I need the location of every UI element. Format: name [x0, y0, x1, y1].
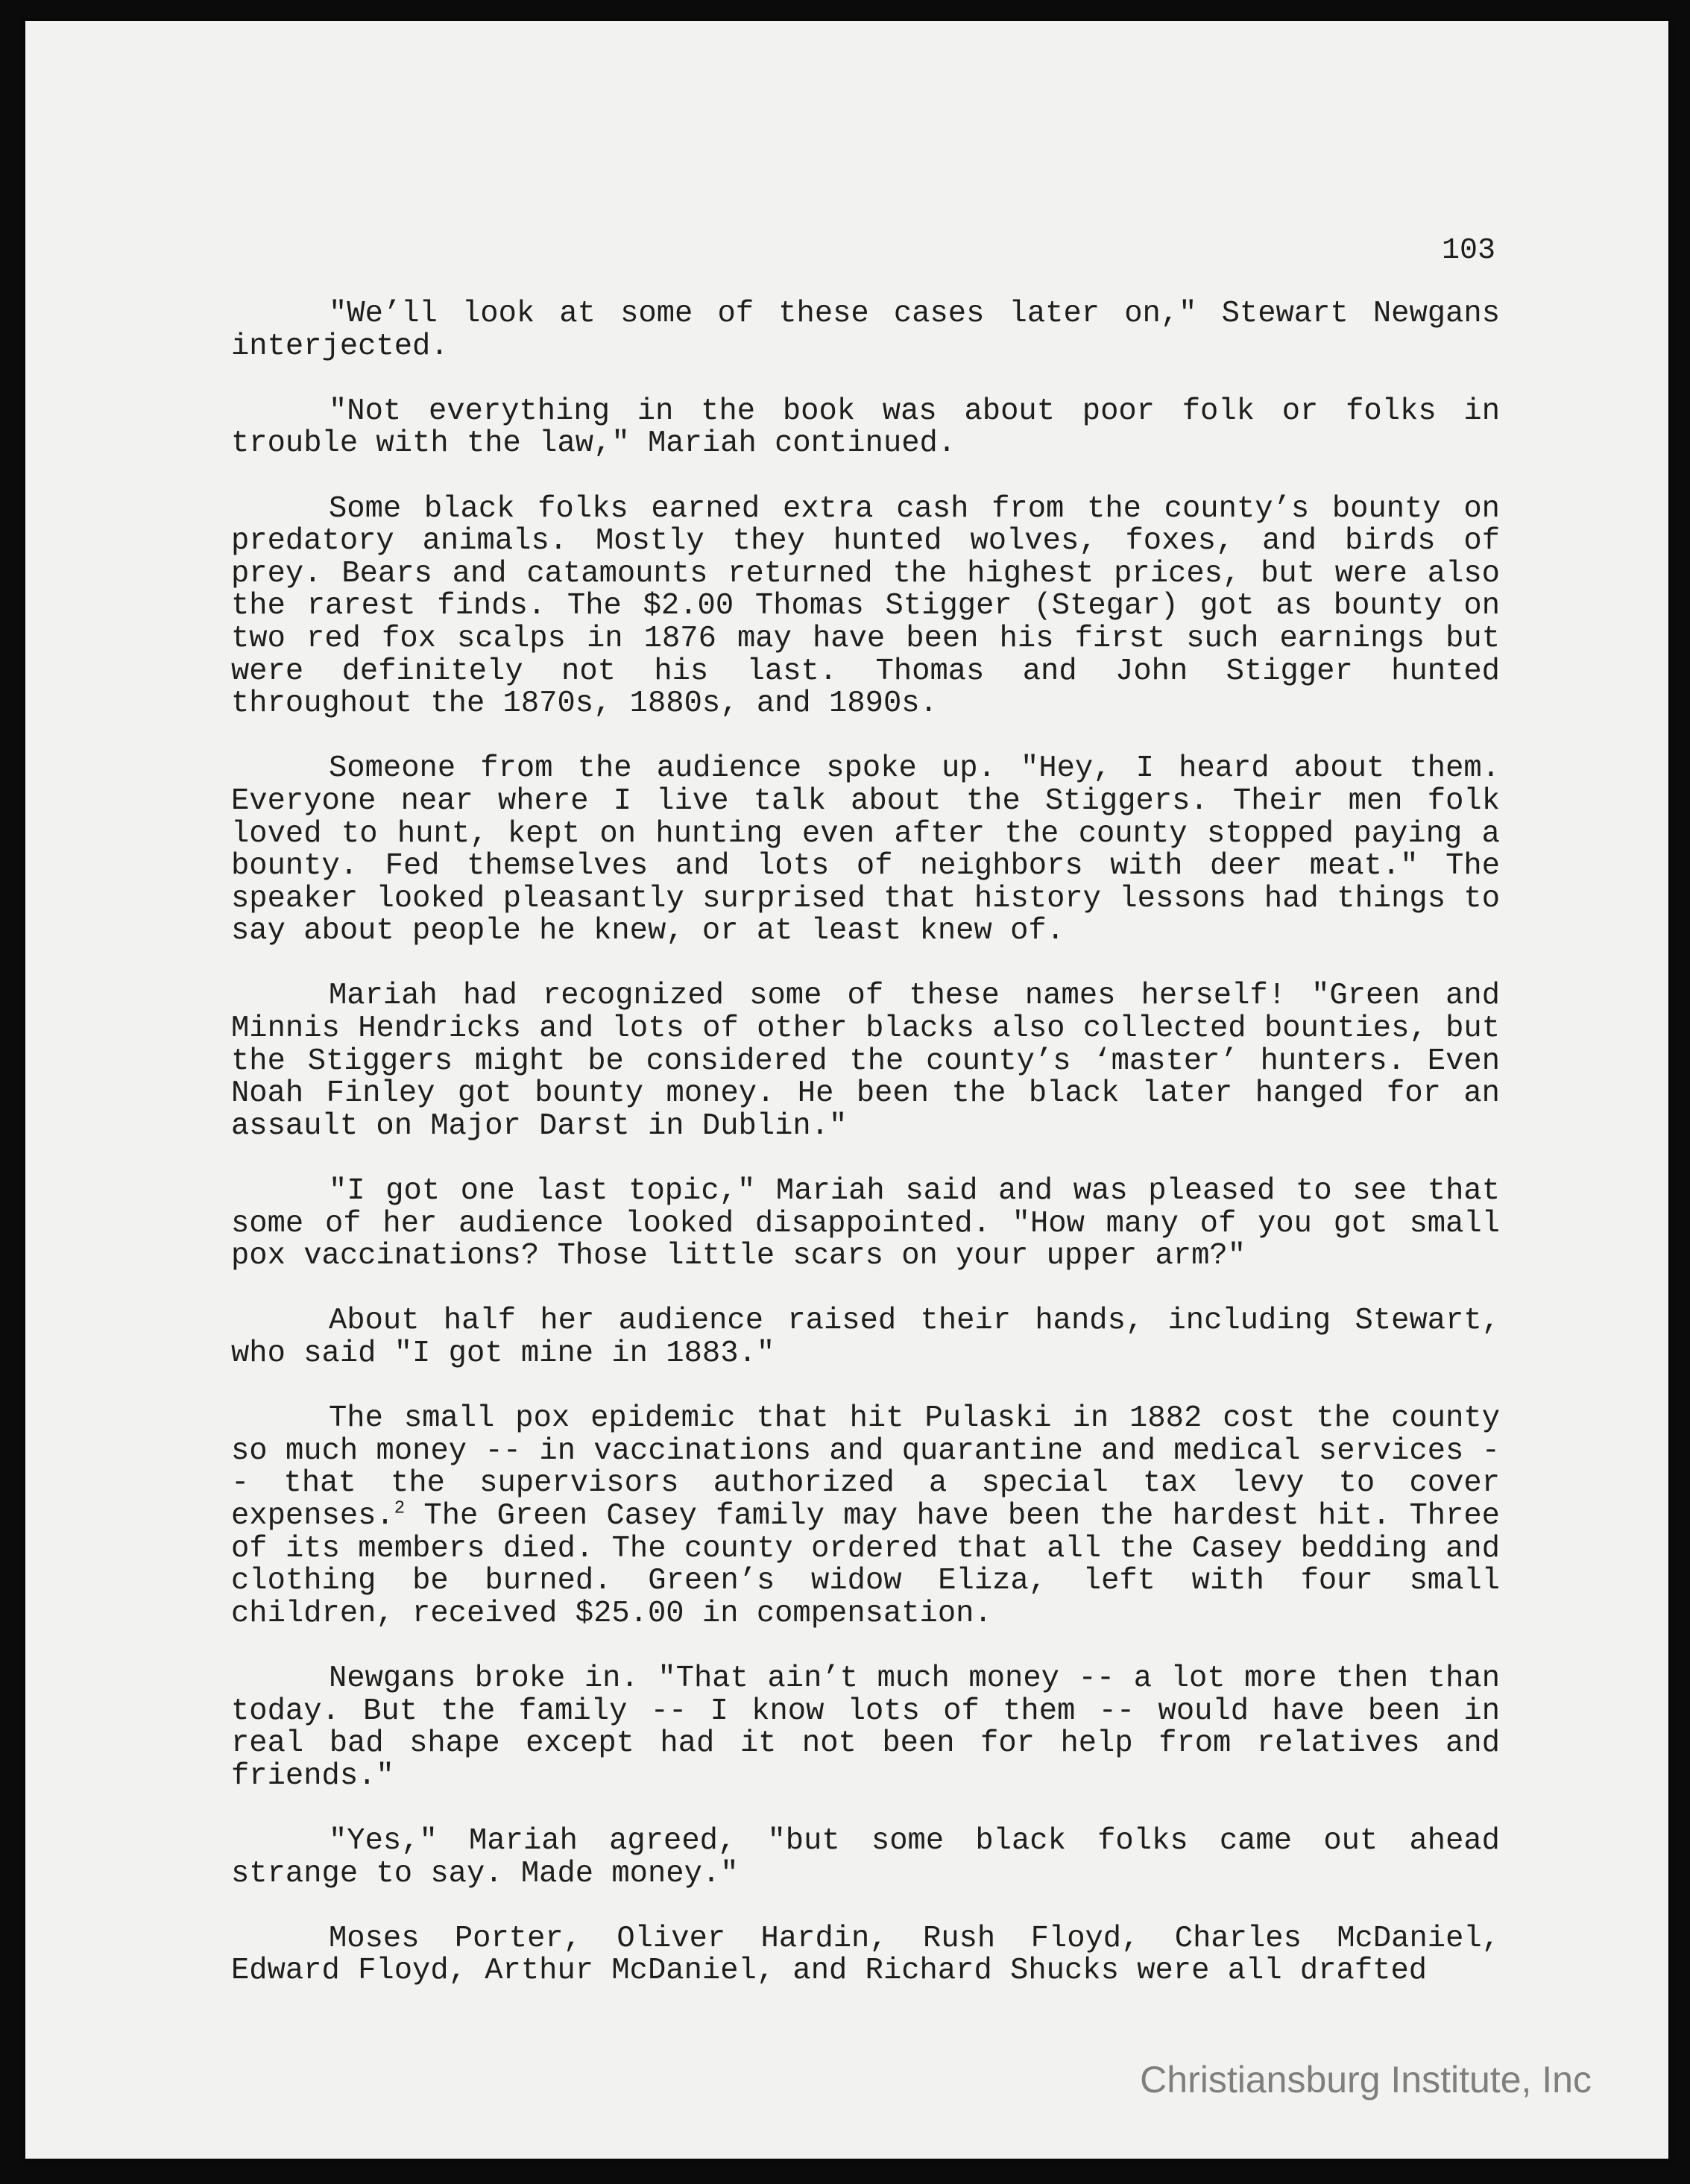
paragraph: About half her audience raised their hands, including Stewart, who said "I got mine in 1883." — [231, 1304, 1500, 1371]
paragraph: Moses Porter, Oliver Hardin, Rush Floyd, Charles McDaniel, Edward Floyd, Arthur McDaniel, and Richard Shucks were all drafted — [231, 1921, 1500, 1989]
footnote-marker: 2 — [394, 1498, 406, 1519]
paragraph-text: The small pox epidemic that hit Pulaski in 1882 cost the county so much money -- in vaccinations and quarantine and medical services -- that the supervisors authorized a special tax levy to cover expenses. — [231, 1401, 1500, 1533]
paragraph-with-footnote — [231, 1403, 1500, 1630]
document-page — [25, 21, 1668, 2159]
paragraph: "Yes," Mariah agreed, "but some black folks came out ahead strange to say. Made money." — [231, 1823, 1500, 1891]
paragraph: Someone from the audience spoke up. "Hey, I heard about them. Everyone near where I live talk about the Stiggers. Their men folk loved to hunt, kept on hunting even after the county stopped paying a bounty. Fed themselves and lots of neighbors with deer meat." The speaker looked pleasantly surprised that history lessons had things to say about people he knew, or at least knew of. — [231, 751, 1500, 949]
paragraph: Newgans broke in. "That ain’t much money -- a lot more then than today. But the family -- I know lots of them -- would have been in real bad shape except had it not been for help from relatives and friends." — [231, 1661, 1500, 1793]
watermark: Christiansburg Institute, Inc — [1140, 2059, 1592, 2101]
paragraph: Mariah had recognized some of these names herself! "Green and Minnis Hendricks and lots of other blacks also collected bounties, but the Stiggers might be considered the county’s ‘master’ hunters. Even Noah Finley got bounty money. He been the black later hanged for an assault on Major Darst in Dublin." — [231, 979, 1500, 1143]
paragraph-text: The Green Casey family may have been the hardest hit. Three of its members died. The county ordered that all the Casey bedding and clothing be burned. Green’s widow Eliza, left with four small children, received $25.00 in compensation. — [231, 1498, 1500, 1631]
page-number: 103 — [1442, 234, 1496, 268]
paragraph: "Not everything in the book was about poor folk or folks in trouble with the law," Mariah continued. — [231, 394, 1500, 461]
paragraph: "I got one last topic," Mariah said and was pleased to see that some of her audience looked disappointed. "How many of you got small pox vaccinations? Those little scars on your upper arm?" — [231, 1174, 1500, 1274]
paragraph: "We’ll look at some of these cases later on," Stewart Newgans interjected. — [231, 297, 1500, 364]
body-text — [231, 298, 1500, 1988]
paragraph: Some black folks earned extra cash from the county’s bounty on predatory animals. Mostly they hunted wolves, foxes, and birds of prey. Bears and catamounts returned the highest prices, but were also the rarest finds. The $2.00 Thomas Stigger (Stegar) got as bounty on two red fox scalps in 1876 may have been his first such earnings but were definitely not his last. Thomas and John Stigger hunted throughout the 1870s, 1880s, and 1890s. — [231, 491, 1500, 722]
